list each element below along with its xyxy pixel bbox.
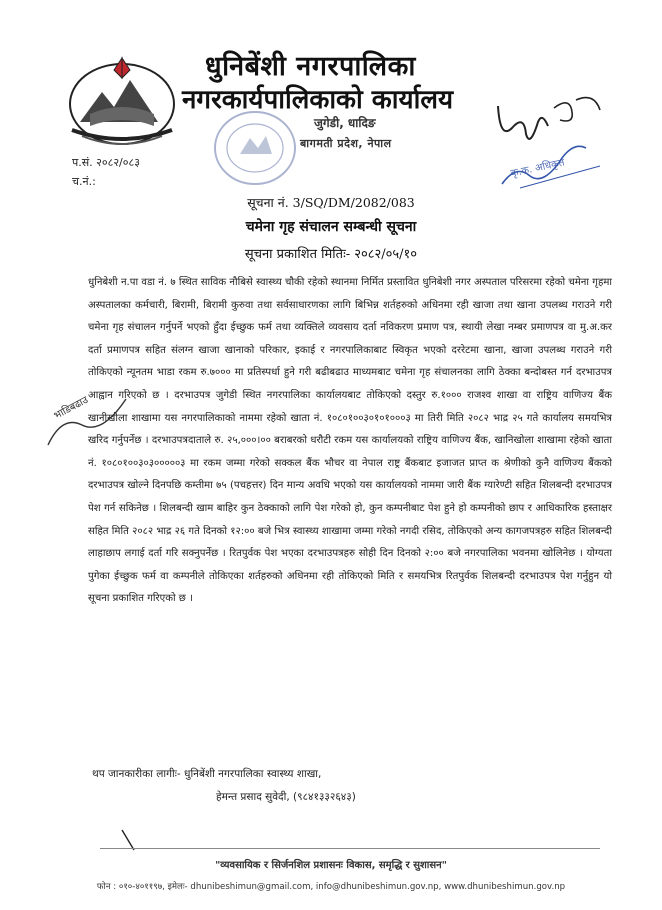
notice-title: चमेना गृह संचालन सम्बन्धी सूचना [245,219,417,235]
margin-note: भाडिबढाउ [52,394,91,422]
office-place: जुगेडी, धादिङ [314,116,376,130]
notice-body [88,272,612,611]
contact-label: थप जानकारीका लागीः- धुनिबेंशी नगरपालिका स्वास्थ्य शाखा, [92,768,322,780]
officer-stamp: कृ.क. अधिकृत [509,157,566,180]
org-name: धुनिबेंशी नगरपालिका [205,51,416,82]
footer-slogan: "व्यवसायिक र सिर्जनशिल प्रशासनः विकास, समृद्धि र सुशासन" [215,860,447,871]
handwritten-signature [490,88,620,196]
contact-person: हेमन्त प्रसाद सुवेदी, (९८४१३३२६४३) [216,791,356,803]
nepal-emblem-icon [62,52,182,147]
notice-number: सूचना नं. 3/SQ/DM/2082/083 [247,195,415,210]
publish-date: सूचना प्रकाशित मितिः- २०८२/०५/१० [244,247,418,262]
footer-contact: फोन : ०१०-४०११९७, इमेलः- dhunibeshimun@gmail.com, info@dhunibeshimun.gov.np, www.dhunibeshimun.gov.np [96,882,566,892]
office-name: नगरकार्यपालिकाको कार्यालय [182,85,454,115]
footer-mark [118,826,158,856]
office-province: बागमती प्रदेश, नेपाल [300,137,392,150]
footer-divider [100,848,600,849]
reference-number: प.सं. २०८२/०८३ [72,156,140,169]
notice-paragraph: धुनिबेशी न.पा वडा नं. ७ स्थित साविक नौबिसे स्वास्थ्य चौकी रहेको स्थानमा निर्मित प्रस्तावित धुनिबेशी नगर अस्पताल परिसरमा रहेको चमेना गृहमा अस्पतालका कर्मचारी, बिरामी, बिरामी कुरुवा तथा सर्वसाधारणका लागि बिभिन्न शर्तहरुको अधिनमा रही खाजा तथा खाना उपलब्ध गराउने गरी चमेना गृह संचालन गर्नुपर्ने भएको हुँदा ईच्छुक फर्म तथा व्यक्तिले व्यवसाय दर्ता नविकरण प्रमाण पत्र, स्थायी लेखा नम्बर प्रमाणपत्र वा मु.अ.कर दर्ता प्रमाणपत्र सहित संलग्न खाजा खानाको परिकार, इकाई र नगरपालिकाबाट स्विकृत भएको दररेटमा खाना, खाजा उपलब्ध गराउने गरी तोकिएको न्यूनतम भाडा रकम रु.७००० मा प्रतिस्पर्धा हुने गरी बढीबढाउ माध्यमबाट चमेना गृह संचालनका लागि ठेक्का बन्दोबस्त गर्न दरभाउपत्र आह्वान गरिएको छ । दरभाउपत्र जुगेडी स्थित नगरपालिका कार्यालयबाट तोकिएको दस्तुर रु.१००० राजश्व शाखा वा राष्ट्रिय वाणिज्य बैंक खानीखोला शाखामा यस नगरपालिकाको नाममा रहेको खाता नं. १०८०१००३०१०१०००३ मा तिरी मिति २०८२ भाद्र २५ गते कार्यालय समयभित्र खरिद गर्नुपर्नेछ । दरभाउपत्रदाताले रु. २५,०००।०० बराबरको धरौटी रकम यस कार्यालयको राष्ट्रिय वाणिज्य बैंक, खानिखोला शाखामा रहेको खाता नं. १०८०१००३०३०००००३ मा रकम जम्मा गरेको सक्कल बैंक भौचर वा नेपाल राष्ट्र बैंकबाट इजाजत प्राप्त क श्रेणीको कुनै वाणिज्य बैंकको दरभाउपत्र खोल्ने दिनपछि कम्तीमा ७५ (पचहत्तर) दिन मान्य अवधि भएको यस कार्यालयको नाममा जारी बैंक ग्यारेण्टी सहित शिलबन्दी दरभाउपत्र पेश गर्न सकिनेछ । शिलबन्दी खाम बाहिर कुन ठेक्काको लागि पेश गरेको हो, कुन कम्पनीबाट पेश हुने हो कम्पनीको छाप र आधिकारिक हस्ताक्षर सहित मिति २०८२ भाद्र २६ गते दिनको १२:०० बजे भित्र स्वास्थ्य शाखामा जम्मा गरेको नगदी रसिद, तोकिएको अन्य कागजपत्रहरु सहित शिलबन्दी लाहाछाप लगाई दर्ता गरि सक्नुपर्नेछ । रितपुर्वक पेश भएका दरभाउपत्रहरु सोही दिन दिनको २:०० बजे नगरपालिका भवनमा खोलिनेछ । योग्यता पुगेका ईच्छुक फर्म वा कम्पनीले तोकिएका शर्तहरुको अधिनमा रही तोकिएको मिति र समयभित्र रितपुर्वक शिलबन्दी दरभाउपत्र पेश गर्नुहुन यो सूचना प्रकाशित गरिएको छ । [88,277,612,605]
office-seal-icon [210,108,300,188]
dispatch-number: च.नं.: [72,175,96,188]
